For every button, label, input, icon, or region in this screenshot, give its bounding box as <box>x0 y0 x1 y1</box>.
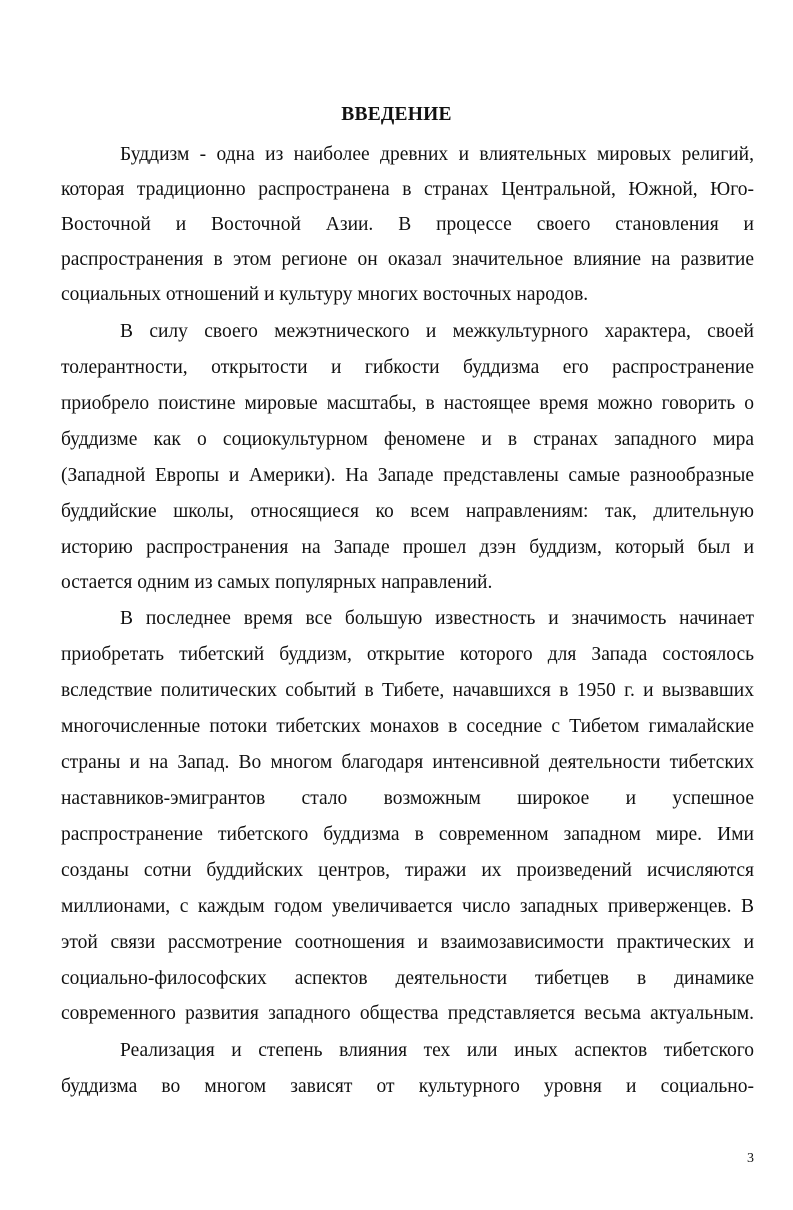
text-line: Восточной и Восточной Азии. В процессе своего становления и <box>61 214 754 235</box>
text-line: (Западной Европы и Америки). На Западе представлены самые разнообразные <box>61 465 754 486</box>
text-line: созданы сотни буддийских центров, тиражи их произведений исчисляются <box>61 860 754 881</box>
text-line: социальных отношений и культуру многих восточных народов. <box>61 284 589 305</box>
text-line: остается одним из самых популярных направлений. <box>61 572 493 593</box>
text-line: приобрело поистине мировые масштабы, в настоящее время можно говорить о <box>61 393 754 414</box>
text-line: буддизме как о социокультурном феномене и в странах западного мира <box>61 429 754 450</box>
text-line: историю распространения на Западе прошел дзэн буддизм, который был и <box>61 537 754 558</box>
document-title: ВВЕДЕНИЕ <box>341 104 452 125</box>
text-line: вследствие политических событий в Тибете, начавшихся в 1950 г. и вызвавших <box>61 680 754 701</box>
text-line: Реализация и степень влияния тех или иных аспектов тибетского <box>120 1040 754 1061</box>
text-line: толерантности, открытости и гибкости буддизма его распространение <box>61 357 754 378</box>
text-line: В последнее время все большую известность и значимость начинает <box>120 608 754 629</box>
text-line: которая традиционно распространена в странах Центральной, Южной, Юго- <box>61 179 754 200</box>
text-line: распространение тибетского буддизма в современном западном мире. Ими <box>61 824 754 845</box>
text-line: этой связи рассмотрение соотношения и взаимозависимости практических и <box>61 932 754 953</box>
text-line: наставников-эмигрантов стало возможным широкое и успешное <box>61 788 754 809</box>
text-line: социально-философских аспектов деятельности тибетцев в динамике <box>61 968 754 989</box>
text-line: многочисленные потоки тибетских монахов в соседние с Тибетом гималайские <box>61 716 754 737</box>
text-line: буддизма во многом зависят от культурного уровня и социально- <box>61 1076 754 1097</box>
text-line: современного развития западного общества представляется весьма актуальным. <box>61 1003 754 1024</box>
text-line: буддийские школы, относящиеся ко всем направлениям: так, длительную <box>61 501 754 522</box>
page-number: 3 <box>747 1151 754 1166</box>
text-line: распространения в этом регионе он оказал значительное влияние на развитие <box>61 249 754 270</box>
text-line: страны и на Запад. Во многом благодаря интенсивной деятельности тибетских <box>61 752 754 773</box>
text-line: приобретать тибетский буддизм, открытие которого для Запада состоялось <box>61 644 754 665</box>
text-line: миллионами, с каждым годом увеличивается число западных приверженцев. В <box>61 896 754 917</box>
text-line: Буддизм - одна из наиболее древних и влиятельных мировых религий, <box>120 144 754 165</box>
text-line: В силу своего межэтнического и межкультурного характера, своей <box>120 321 754 342</box>
